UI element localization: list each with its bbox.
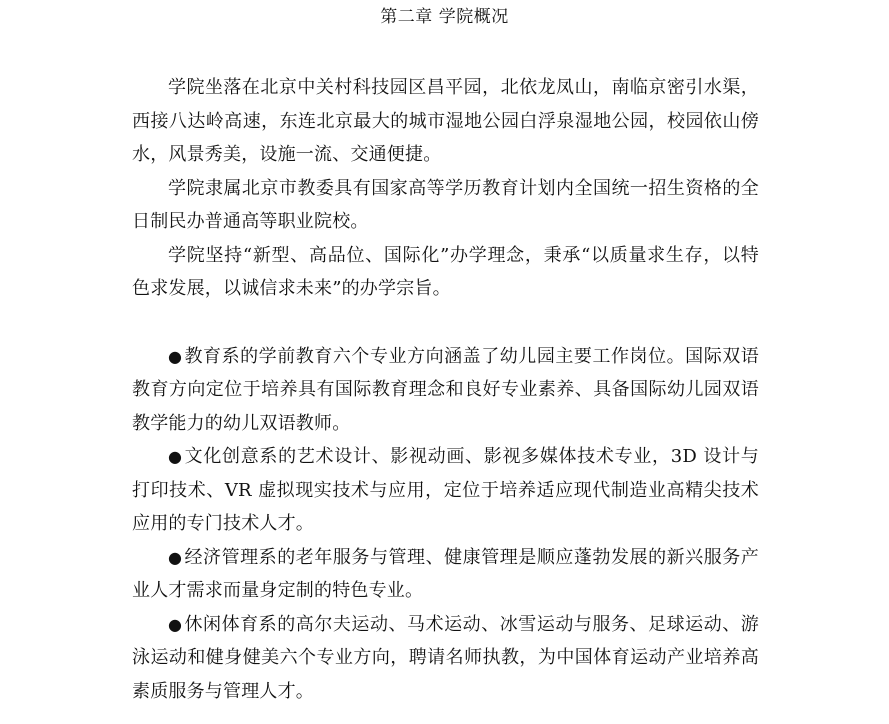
bullet-text: 教育系的学前教育六个专业方向涵盖了幼儿园主要工作岗位。国际双语教育方向定位于培养具有国际教育理念和良好专业素养、具备国际幼儿园双语教学能力的幼儿双语教师。 — [132, 345, 759, 434]
bullet-text: 休闲体育系的高尔夫运动、马术运动、冰雪运动与服务、足球运动、游泳运动和健身健美六个专业方向，聘请名师执教，为中国体育运动产业培养高素质服务与管理人才。 — [132, 613, 759, 702]
bullet-icon: ● — [168, 614, 183, 634]
bullet-paragraph-creative — [132, 440, 759, 541]
bullet-icon: ● — [168, 447, 183, 466]
document-body — [132, 71, 759, 708]
bullet-icon: ● — [168, 346, 183, 366]
intro-paragraph-affiliation: 学院隶属北京市教委具有国家高等学历教育计划内全国统一招生资格的全日制民办普通高等职业院校。 — [132, 177, 759, 232]
bullet-paragraph-education — [132, 340, 759, 441]
bullet-paragraph-sports — [132, 608, 759, 709]
intro-paragraph-philosophy: 学院坚持“新型、高品位、国际化”办学理念，秉承“以质量求生存，以特色求发展，以诚信求未来”的办学宗旨。 — [132, 244, 759, 299]
bullet-paragraph-economics — [132, 541, 759, 608]
bullet-text: 文化创意系的艺术设计、影视动画、影视多媒体技术专业，3D 设计与打印技术、VR 虚拟现实技术与应用，定位于培养适应现代制造业高精尖技术应用的专门技术人才。 — [132, 446, 759, 534]
bullet-icon: ● — [168, 547, 183, 567]
section-spacer — [132, 306, 759, 340]
chapter-title: 第二章 学院概况 — [380, 7, 509, 27]
intro-paragraph-location: 学院坐落在北京中关村科技园区昌平园，北依龙凤山，南临京密引水渠，西接八达岭高速，东连北京最大的城市湿地公园白浮泉湿地公园，校园依山傍水，风景秀美，设施一流、交通便捷。 — [132, 77, 759, 165]
bullet-text: 经济管理系的老年服务与管理、健康管理是顺应蓬勃发展的新兴服务产业人才需求而量身定制的特色专业。 — [132, 546, 759, 601]
